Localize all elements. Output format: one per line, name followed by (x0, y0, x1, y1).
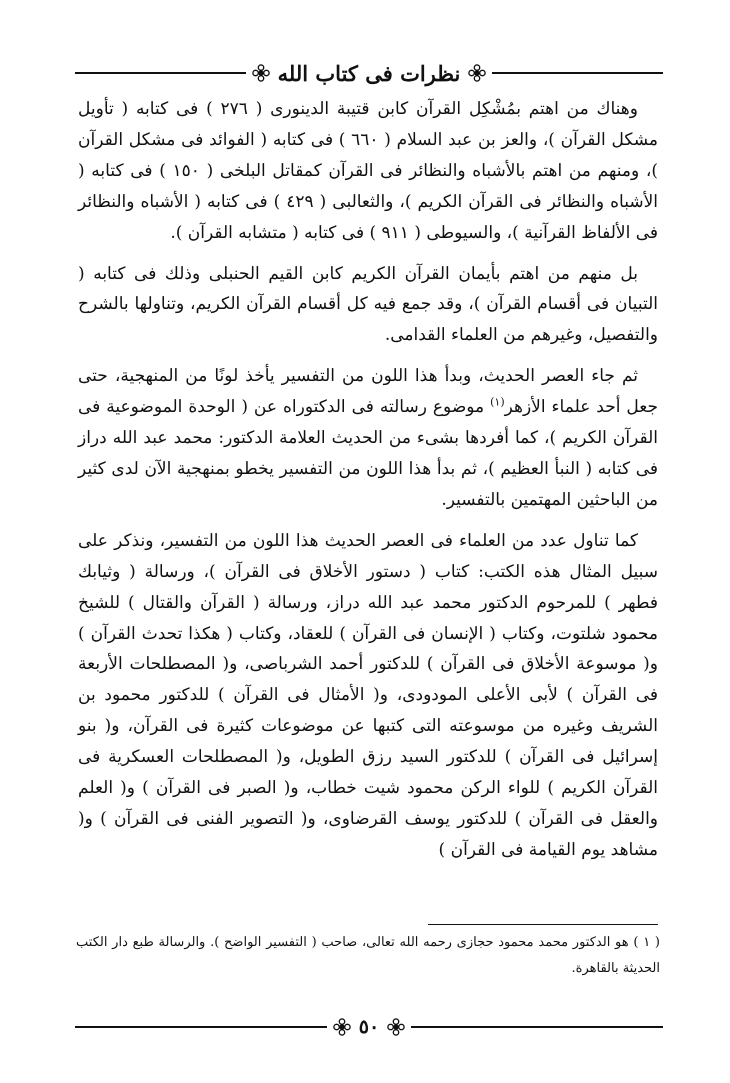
flower-ornament-icon (333, 1018, 351, 1036)
header-rule-left (75, 72, 246, 74)
paragraph-text: ثم جاء العصر الحديث، وبدأ هذا اللون من التفسير يأخذ لونًا من المنهجية، حتى جعل أحد علماء الأزهر (78, 366, 659, 418)
footer-rule-right (411, 1026, 663, 1028)
flower-ornament-icon (468, 64, 486, 82)
page-number: ٥٠ (358, 1016, 380, 1038)
flower-ornament-icon (252, 64, 270, 82)
paragraph: وهناك من اهتم بمُشْكِل القرآن كابن قتيبة الدينورى ( ٢٧٦ ) فى كتابه ( تأويل مشكل القرآن )، والعز بن عبد السلام ( ٦٦٠ ) فى كتابه ( الفوائد فى مشكل القرآن )، ومنهم من اهتم بالأشباه والنظائر فى القرآن كمقاتل البلخى ( ١٥٠ ) فى كتابه ( الأشباه والنظائر فى القرآن الكريم )، والثعالبى ( ٤٢٩ ) فى كتابه ( الأشباه والنظائر فى الألفاظ القرآنية )، والسيوطى ( ٩١١ ) فى كتابه ( متشابه القرآن ). (78, 99, 658, 243)
running-header (75, 56, 663, 90)
body-text (78, 94, 658, 876)
paragraph: بل منهم من اهتم بأيمان القرآن الكريم كابن القيم الحنبلى وذلك فى كتابه ( التبيان فى أقسام القرآن )، وقد جمع فيه كل أقسام القرآن الكريم، وتناولها بالشرح والتفصيل، وغيرهم من العلماء القدامى. (78, 263, 658, 346)
header-rule-right (492, 72, 663, 74)
header-title: نظرات فى كتاب الله (277, 60, 461, 86)
footer-rule-left (75, 1026, 327, 1028)
footnote-separator (428, 924, 658, 925)
paragraph-text: موضوع رسالته فى الدكتوراه عن ( الوحدة الموضوعية فى القرآن الكريم )، كما أفردها بشىء من الحديث العلامة الدكتور: محمد عبد الله دراز فى كتابه ( النبأ العظيم )، ثم بدأ هذا اللون من التفسير يخطو بمنهجية الآن لدى كثير من الباحثين المهتمين بالتفسير. (78, 397, 658, 510)
footnote: ( ١ ) هو الدكتور محمد محمود حجازى رحمه الله تعالى، صاحب ( التفسير الواضح ). والرسالة طبع دار الكتب الحديثة بالقاهرة. (76, 935, 660, 976)
paragraph (78, 361, 658, 516)
footnote-reference[interactable]: (١) (490, 395, 505, 409)
paragraph: كما تناول عدد من العلماء فى العصر الحديث هذا اللون من التفسير، ونذكر على سبيل المثال هذه الكتب: كتاب ( دستور الأخلاق فى القرآن )، ورسالة ( وثيابك فطهر ) للمرحوم الدكتور محمد عبد الله دراز، ورسالة ( القرآن والقتال ) للشيخ محمود شلتوت، وكتاب ( الإنسان فى القرآن ) للعقاد، وكتاب ( هكذا تحدث القرآن ) و( موسوعة الأخلاق فى القرآن ) للدكتور أحمد الشرباصى، و( المصطلحات الأربعة فى القرآن ) لأبى الأعلى المودودى، و( الأمثال فى القرآن ) للدكتور محمود بن الشريف وغيره من موسوعته التى كتبها عن موضوعات كثيرة فى القرآن، و( بنو إسرائيل فى القرآن ) للدكتور السيد رزق الطويل، و( المصطلحات العسكرية فى القرآن الكريم ) للواء الركن محمود شيت خطاب، و( الصبر فى القرآن ) و( العلم والعقل فى القرآن ) للدكتور يوسف القرضاوى، و( التصوير الفنى فى القرآن ) و( مشاهد يوم القيامة فى القرآن ) (78, 530, 658, 860)
page-footer (75, 1012, 663, 1042)
flower-ornament-icon (387, 1018, 405, 1036)
